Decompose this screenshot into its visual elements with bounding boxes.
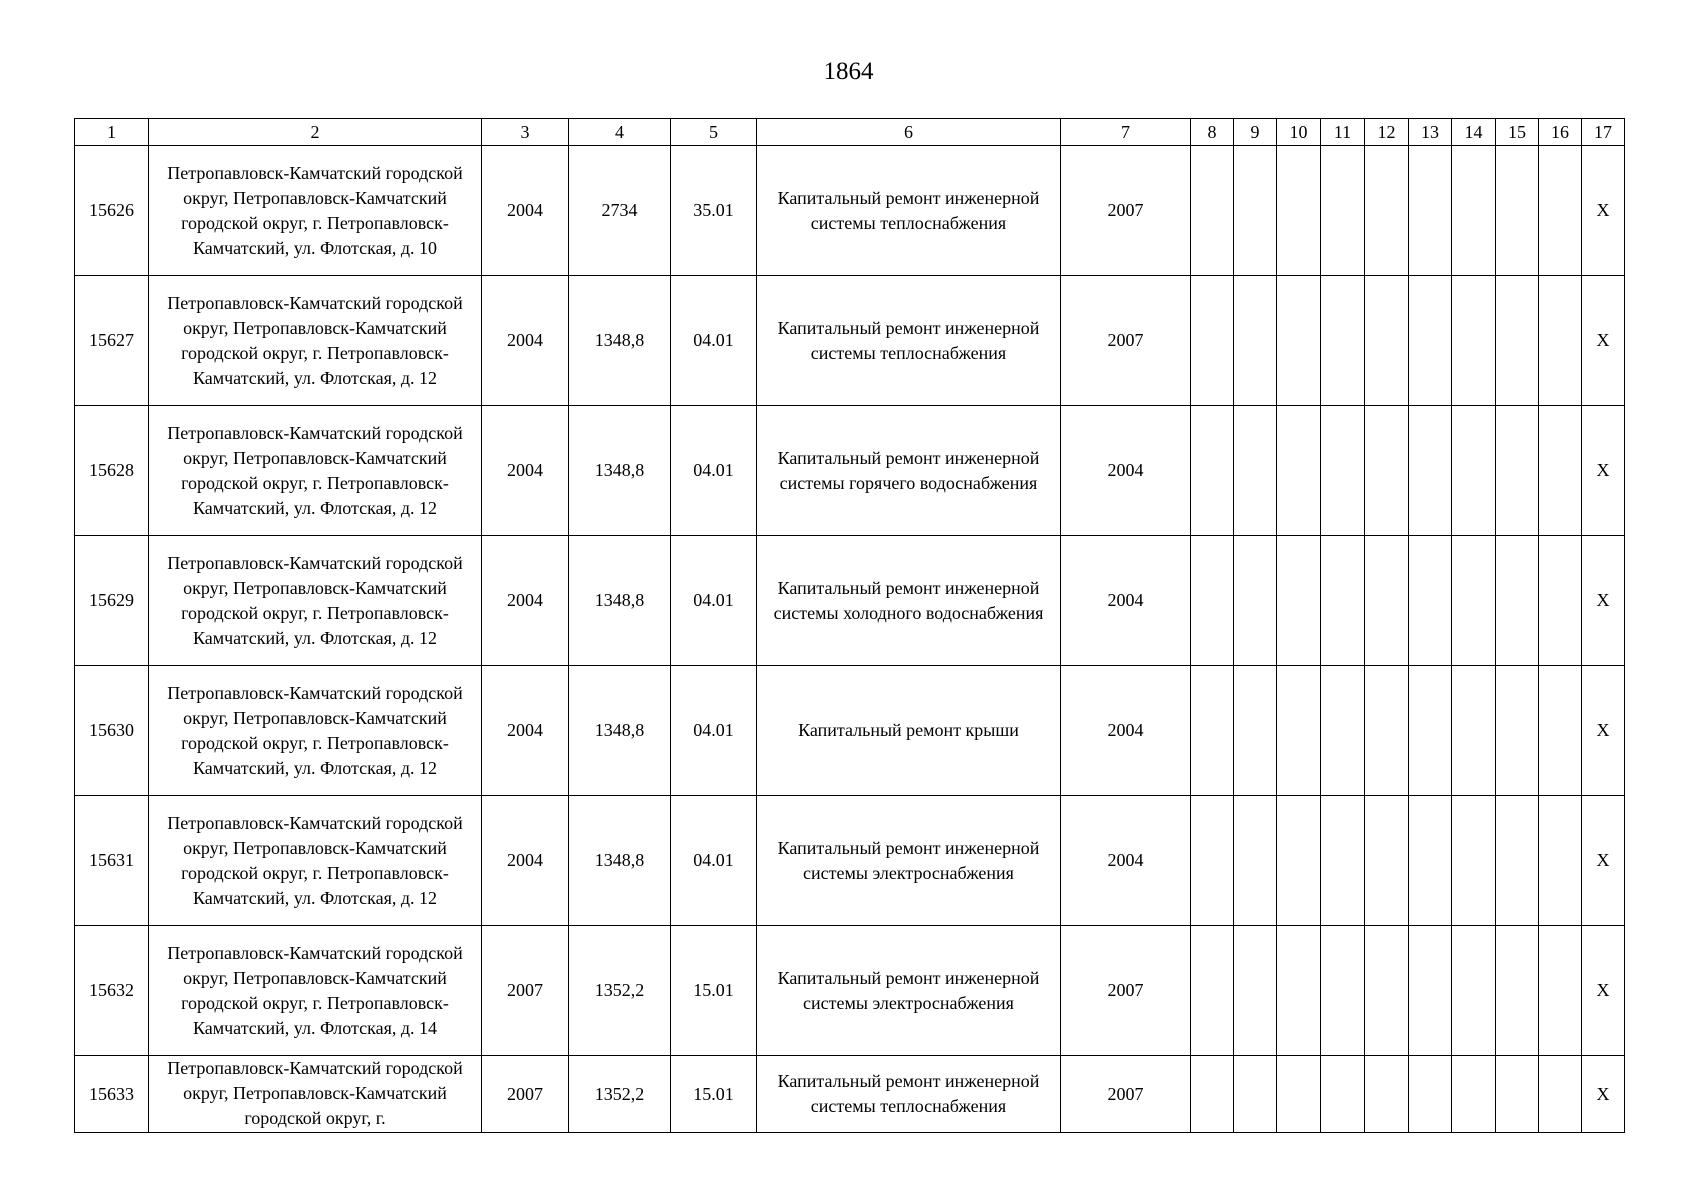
row-id-cell: 15629 xyxy=(75,536,149,666)
empty-cell-col-16 xyxy=(1539,666,1582,796)
empty-cell-col-12 xyxy=(1365,1056,1409,1133)
year-cell: 2004 xyxy=(482,796,569,926)
empty-cell-col-11 xyxy=(1321,1056,1365,1133)
table-row xyxy=(75,796,1625,926)
row-id-cell: 15631 xyxy=(75,796,149,926)
empty-cell-col-16 xyxy=(1539,406,1582,536)
empty-cell-col-13 xyxy=(1409,276,1452,406)
column-header: 10 xyxy=(1277,119,1321,146)
mark-cell: X xyxy=(1582,1056,1625,1133)
address-cell xyxy=(149,1056,482,1133)
empty-cell-col-10 xyxy=(1277,666,1321,796)
empty-cell-col-15 xyxy=(1496,666,1539,796)
empty-cell-col-11 xyxy=(1321,796,1365,926)
address-text: Петропавловск-Камчатский городской округ, Петропавловск-Камчатский городской округ, г. Петропавловск-Камчатский, ул. Флотская, д. 10 xyxy=(167,162,463,258)
work-type-cell: Капитальный ремонт инженерной системы холодного водоснабжения xyxy=(757,536,1061,666)
empty-cell-col-15 xyxy=(1496,406,1539,536)
column-header: 5 xyxy=(671,119,757,146)
empty-cell-col-8 xyxy=(1191,276,1234,406)
column-header: 9 xyxy=(1234,119,1277,146)
area-cell: 1348,8 xyxy=(569,276,671,406)
work-type-cell: Капитальный ремонт инженерной системы электроснабжения xyxy=(757,926,1061,1056)
page-number: 1864 xyxy=(823,58,874,85)
year-cell: 2007 xyxy=(482,926,569,1056)
year-cell: 2007 xyxy=(482,1056,569,1133)
empty-cell-col-16 xyxy=(1539,146,1582,276)
empty-cell-col-8 xyxy=(1191,666,1234,796)
empty-cell-col-16 xyxy=(1539,536,1582,666)
empty-cell-col-13 xyxy=(1409,1056,1452,1133)
empty-cell-col-8 xyxy=(1191,1056,1234,1133)
mark-cell: X xyxy=(1582,536,1625,666)
empty-cell-col-12 xyxy=(1365,536,1409,666)
row-id-cell: 15626 xyxy=(75,146,149,276)
empty-cell-col-10 xyxy=(1277,1056,1321,1133)
empty-cell-col-14 xyxy=(1452,666,1496,796)
row-id-cell: 15633 xyxy=(75,1056,149,1133)
work-year-cell: 2007 xyxy=(1061,276,1191,406)
empty-cell-col-13 xyxy=(1409,796,1452,926)
work-type-cell: Капитальный ремонт инженерной системы теплоснабжения xyxy=(757,1056,1061,1133)
mark-cell: X xyxy=(1582,666,1625,796)
code-cell: 04.01 xyxy=(671,796,757,926)
empty-cell-col-10 xyxy=(1277,536,1321,666)
empty-cell-col-12 xyxy=(1365,406,1409,536)
address-cell xyxy=(149,276,482,406)
mark-cell: X xyxy=(1582,796,1625,926)
empty-cell-col-13 xyxy=(1409,406,1452,536)
empty-cell-col-15 xyxy=(1496,276,1539,406)
empty-cell-col-9 xyxy=(1234,796,1277,926)
column-header: 16 xyxy=(1539,119,1582,146)
empty-cell-col-13 xyxy=(1409,146,1452,276)
table-row xyxy=(75,276,1625,406)
work-year-cell: 2004 xyxy=(1061,666,1191,796)
empty-cell-col-12 xyxy=(1365,146,1409,276)
column-header: 13 xyxy=(1409,119,1452,146)
address-cell xyxy=(149,146,482,276)
empty-cell-col-11 xyxy=(1321,926,1365,1056)
empty-cell-col-15 xyxy=(1496,796,1539,926)
address-cell xyxy=(149,536,482,666)
empty-cell-col-14 xyxy=(1452,926,1496,1056)
capital-repair-table xyxy=(74,118,1625,1133)
code-cell: 15.01 xyxy=(671,926,757,1056)
address-text: Петропавловск-Камчатский городской округ, Петропавловск-Камчатский городской округ, г. Петропавловск-Камчатский, ул. Флотская, д. 12 xyxy=(167,552,463,648)
empty-cell-col-16 xyxy=(1539,276,1582,406)
address-cell xyxy=(149,926,482,1056)
empty-cell-col-14 xyxy=(1452,796,1496,926)
address-cell xyxy=(149,406,482,536)
address-text: Петропавловск-Камчатский городской округ, Петропавловск-Камчатский городской округ, г. Петропавловск-Камчатский, ул. Флотская, д. 12 xyxy=(167,292,463,388)
empty-cell-col-11 xyxy=(1321,276,1365,406)
address-cell xyxy=(149,666,482,796)
year-cell: 2004 xyxy=(482,666,569,796)
empty-cell-col-10 xyxy=(1277,276,1321,406)
year-cell: 2004 xyxy=(482,276,569,406)
column-header: 2 xyxy=(149,119,482,146)
row-id-cell: 15627 xyxy=(75,276,149,406)
address-text: Петропавловск-Камчатский городской округ, Петропавловск-Камчатский городской округ, г. Петропавловск-Камчатский, ул. Флотская, д. 12 xyxy=(167,812,463,908)
year-cell: 2004 xyxy=(482,146,569,276)
empty-cell-col-11 xyxy=(1321,666,1365,796)
empty-cell-col-12 xyxy=(1365,796,1409,926)
column-header: 1 xyxy=(75,119,149,146)
column-header: 6 xyxy=(757,119,1061,146)
empty-cell-col-14 xyxy=(1452,1056,1496,1133)
empty-cell-col-11 xyxy=(1321,406,1365,536)
column-number-row xyxy=(75,119,1625,146)
work-year-cell: 2004 xyxy=(1061,406,1191,536)
empty-cell-col-8 xyxy=(1191,926,1234,1056)
work-year-cell: 2007 xyxy=(1061,146,1191,276)
empty-cell-col-9 xyxy=(1234,1056,1277,1133)
table-row xyxy=(75,666,1625,796)
work-type-cell: Капитальный ремонт инженерной системы теплоснабжения xyxy=(757,276,1061,406)
column-header: 12 xyxy=(1365,119,1409,146)
area-cell: 1348,8 xyxy=(569,406,671,536)
empty-cell-col-9 xyxy=(1234,536,1277,666)
year-cell: 2004 xyxy=(482,536,569,666)
work-type-cell: Капитальный ремонт инженерной системы горячего водоснабжения xyxy=(757,406,1061,536)
code-cell: 04.01 xyxy=(671,536,757,666)
address-text: Петропавловск-Камчатский городской округ, Петропавловск-Камчатский городской округ, г. Петропавловск-Камчатский, ул. Флотская, д. 12 xyxy=(167,682,463,778)
address-cell xyxy=(149,796,482,926)
empty-cell-col-10 xyxy=(1277,926,1321,1056)
empty-cell-col-9 xyxy=(1234,666,1277,796)
code-cell: 04.01 xyxy=(671,276,757,406)
empty-cell-col-16 xyxy=(1539,1056,1582,1133)
empty-cell-col-12 xyxy=(1365,666,1409,796)
row-id-cell: 15630 xyxy=(75,666,149,796)
row-id-cell: 15632 xyxy=(75,926,149,1056)
empty-cell-col-13 xyxy=(1409,666,1452,796)
empty-cell-col-10 xyxy=(1277,796,1321,926)
empty-cell-col-15 xyxy=(1496,1056,1539,1133)
empty-cell-col-8 xyxy=(1191,536,1234,666)
address-text: Петропавловск-Камчатский городской округ, Петропавловск-Камчатский городской округ, г. xyxy=(167,1058,463,1128)
empty-cell-col-12 xyxy=(1365,276,1409,406)
work-type-cell: Капитальный ремонт инженерной системы теплоснабжения xyxy=(757,146,1061,276)
empty-cell-col-14 xyxy=(1452,146,1496,276)
empty-cell-col-14 xyxy=(1452,406,1496,536)
empty-cell-col-11 xyxy=(1321,536,1365,666)
empty-cell-col-12 xyxy=(1365,926,1409,1056)
address-text: Петропавловск-Камчатский городской округ, Петропавловск-Камчатский городской округ, г. Петропавловск-Камчатский, ул. Флотская, д. 14 xyxy=(167,942,463,1038)
empty-cell-col-10 xyxy=(1277,406,1321,536)
empty-cell-col-8 xyxy=(1191,406,1234,536)
code-cell: 15.01 xyxy=(671,1056,757,1133)
area-cell: 1348,8 xyxy=(569,796,671,926)
mark-cell: X xyxy=(1582,146,1625,276)
table-row xyxy=(75,536,1625,666)
code-cell: 35.01 xyxy=(671,146,757,276)
mark-cell: X xyxy=(1582,276,1625,406)
empty-cell-col-16 xyxy=(1539,926,1582,1056)
empty-cell-col-16 xyxy=(1539,796,1582,926)
column-header: 17 xyxy=(1582,119,1625,146)
empty-cell-col-10 xyxy=(1277,146,1321,276)
empty-cell-col-14 xyxy=(1452,536,1496,666)
work-year-cell: 2004 xyxy=(1061,536,1191,666)
code-cell: 04.01 xyxy=(671,406,757,536)
column-header: 15 xyxy=(1496,119,1539,146)
empty-cell-col-13 xyxy=(1409,926,1452,1056)
table-row xyxy=(75,406,1625,536)
year-cell: 2004 xyxy=(482,406,569,536)
empty-cell-col-13 xyxy=(1409,536,1452,666)
row-id-cell: 15628 xyxy=(75,406,149,536)
empty-cell-col-8 xyxy=(1191,796,1234,926)
work-year-cell: 2007 xyxy=(1061,1056,1191,1133)
work-year-cell: 2004 xyxy=(1061,796,1191,926)
table-row xyxy=(75,1056,1625,1133)
empty-cell-col-9 xyxy=(1234,276,1277,406)
empty-cell-col-11 xyxy=(1321,146,1365,276)
area-cell: 1348,8 xyxy=(569,666,671,796)
mark-cell: X xyxy=(1582,406,1625,536)
empty-cell-col-9 xyxy=(1234,146,1277,276)
area-cell: 1348,8 xyxy=(569,536,671,666)
work-year-cell: 2007 xyxy=(1061,926,1191,1056)
empty-cell-col-15 xyxy=(1496,536,1539,666)
code-cell: 04.01 xyxy=(671,666,757,796)
work-type-cell: Капитальный ремонт крыши xyxy=(757,666,1061,796)
column-header: 7 xyxy=(1061,119,1191,146)
empty-cell-col-9 xyxy=(1234,926,1277,1056)
column-header: 11 xyxy=(1321,119,1365,146)
empty-cell-col-15 xyxy=(1496,146,1539,276)
table-row xyxy=(75,926,1625,1056)
area-cell: 1352,2 xyxy=(569,926,671,1056)
work-type-cell: Капитальный ремонт инженерной системы электроснабжения xyxy=(757,796,1061,926)
column-header: 14 xyxy=(1452,119,1496,146)
address-text: Петропавловск-Камчатский городской округ, Петропавловск-Камчатский городской округ, г. Петропавловск-Камчатский, ул. Флотская, д. 12 xyxy=(167,422,463,518)
area-cell: 1352,2 xyxy=(569,1056,671,1133)
table-row xyxy=(75,146,1625,276)
empty-cell-col-8 xyxy=(1191,146,1234,276)
empty-cell-col-9 xyxy=(1234,406,1277,536)
empty-cell-col-15 xyxy=(1496,926,1539,1056)
mark-cell: X xyxy=(1582,926,1625,1056)
empty-cell-col-14 xyxy=(1452,276,1496,406)
column-header: 4 xyxy=(569,119,671,146)
column-header: 3 xyxy=(482,119,569,146)
column-header: 8 xyxy=(1191,119,1234,146)
area-cell: 2734 xyxy=(569,146,671,276)
